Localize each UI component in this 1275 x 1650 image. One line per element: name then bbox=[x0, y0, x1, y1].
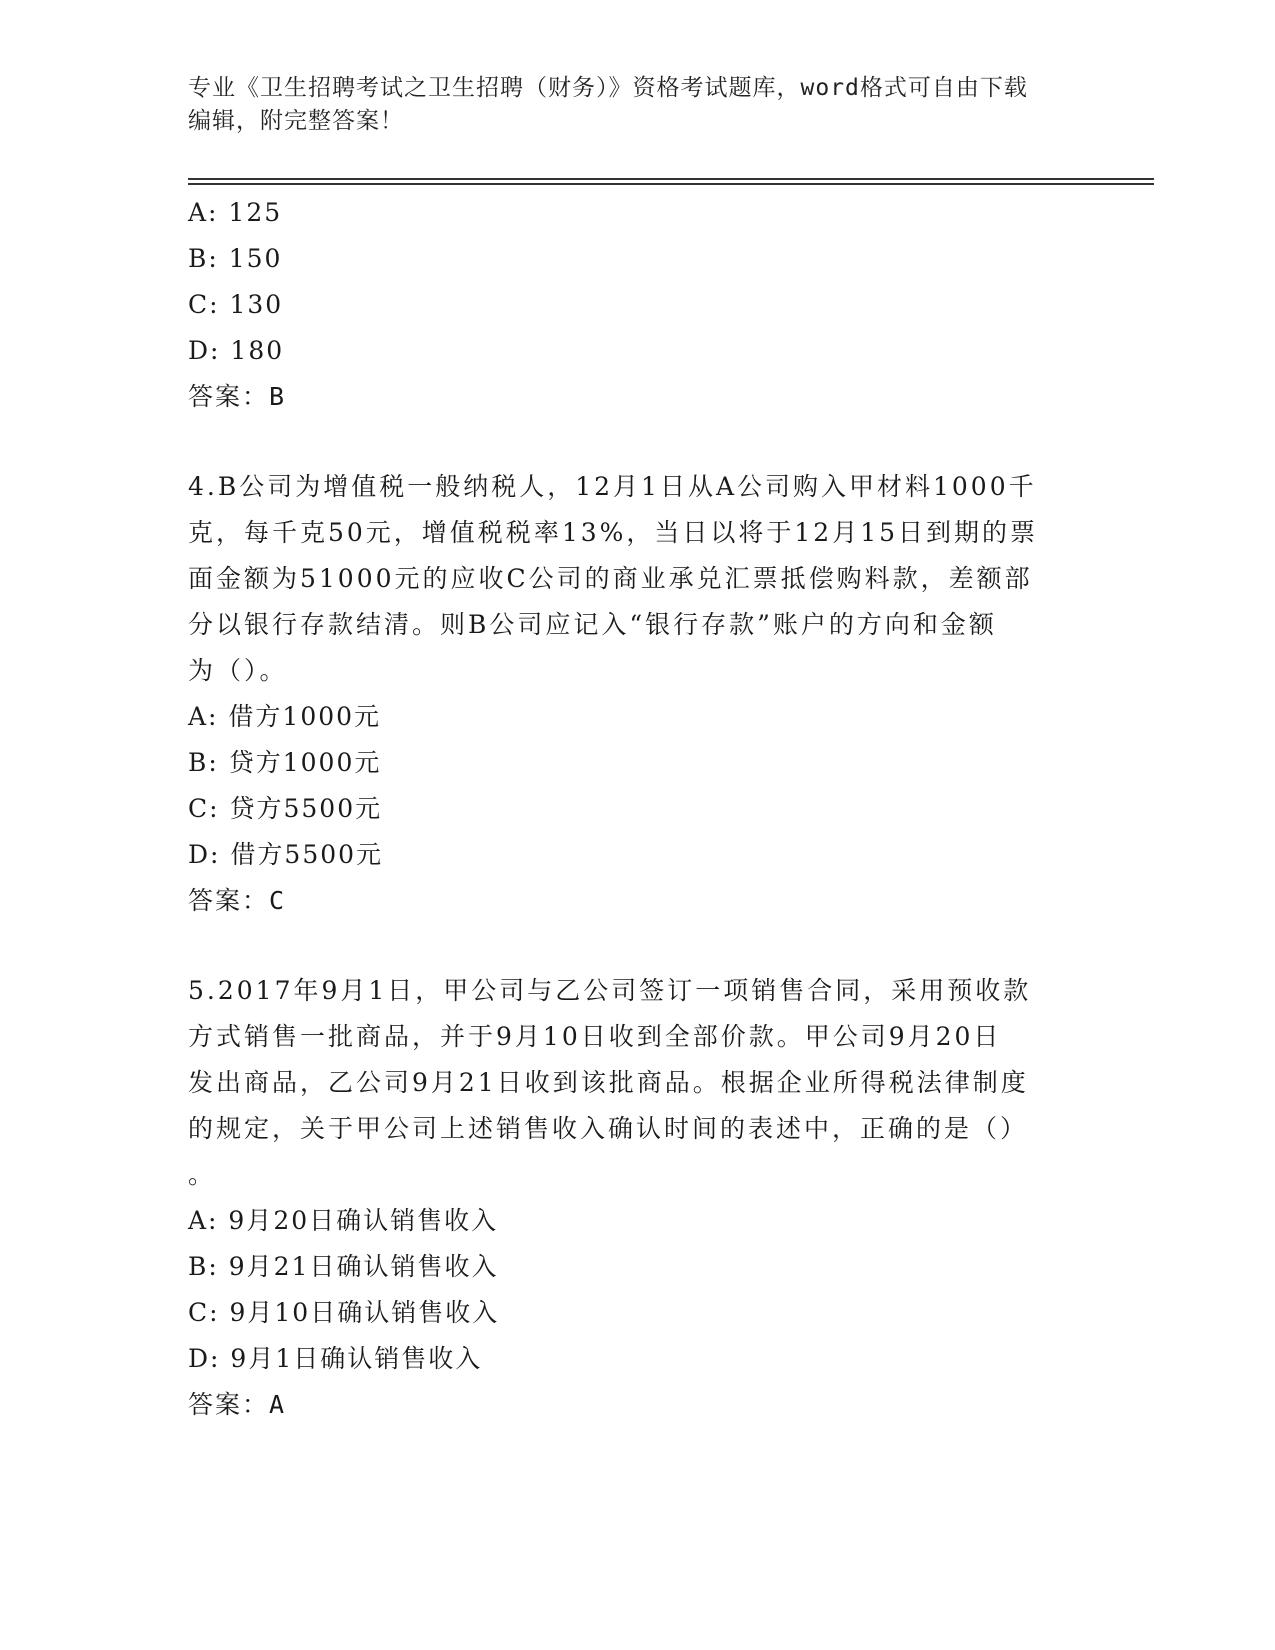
q3-answer: 答案：B bbox=[188, 382, 287, 411]
header-divider-top bbox=[188, 178, 1154, 180]
q4-stem bbox=[188, 464, 1078, 694]
q5-stem-line-1: 5.2017年9月1日，甲公司与乙公司签订一项销售合同，采用预收款 bbox=[188, 976, 1032, 1005]
q4-stem-line-2: 克，每千克50元，增值税税率13%，当日以将于12月15日到期的票 bbox=[188, 518, 1039, 547]
q5-stem-line-5: 。 bbox=[188, 1160, 217, 1189]
q4-stem-line-3: 面金额为51000元的应收C公司的商业承兑汇票抵偿购料款，差额部 bbox=[188, 564, 1033, 593]
q5-stem bbox=[188, 968, 1078, 1198]
q3-option-b: B: 150 bbox=[188, 244, 283, 273]
q5-option-b: B: 9月21日确认销售收入 bbox=[188, 1252, 499, 1281]
q4-stem-line-4: 分以银行存款结清。则B公司应记入“银行存款”账户的方向和金额 bbox=[188, 610, 997, 639]
q5-option-a: A: 9月20日确认销售收入 bbox=[188, 1206, 499, 1235]
q4-stem-line-1: 4.B公司为增值税一般纳税人，12月1日从A公司购入甲材料1000千 bbox=[188, 472, 1037, 501]
q5-stem-line-3: 发出商品，乙公司9月21日收到该批商品。根据企业所得税法律制度 bbox=[188, 1068, 1029, 1097]
question-4-block bbox=[188, 464, 1088, 924]
question-content bbox=[188, 190, 1088, 1428]
q5-answer: 答案：A bbox=[188, 1390, 287, 1419]
q4-stem-line-5: 为（）。 bbox=[188, 656, 288, 685]
q5-option-d: D: 9月1日确认销售收入 bbox=[188, 1344, 483, 1373]
q4-option-c: C: 贷方5500元 bbox=[188, 794, 383, 823]
document-header bbox=[188, 72, 1078, 138]
header-line-1: 专业《卫生招聘考试之卫生招聘（财务）》资格考试题库，word格式可自由下载 bbox=[188, 75, 1028, 101]
q3-option-a: A: 125 bbox=[188, 198, 283, 227]
header-divider-bottom bbox=[188, 183, 1154, 185]
header-line-2: 编辑，附完整答案！ bbox=[188, 108, 404, 134]
question-5-block bbox=[188, 968, 1088, 1428]
q4-option-d: D: 借方5500元 bbox=[188, 840, 384, 869]
q4-answer: 答案：C bbox=[188, 886, 287, 915]
question-3-block bbox=[188, 190, 1088, 420]
q4-option-b: B: 贷方1000元 bbox=[188, 748, 382, 777]
q3-option-c: C: 130 bbox=[188, 290, 284, 319]
q5-stem-line-4: 的规定，关于甲公司上述销售收入确认时间的表述中，正确的是（） bbox=[188, 1114, 1029, 1143]
q5-option-c: C: 9月10日确认销售收入 bbox=[188, 1298, 500, 1327]
q4-option-a: A: 借方1000元 bbox=[188, 702, 382, 731]
q5-stem-line-2: 方式销售一批商品，并于9月10日收到全部价款。甲公司9月20日 bbox=[188, 1022, 1002, 1051]
q3-option-d: D: 180 bbox=[188, 336, 285, 365]
